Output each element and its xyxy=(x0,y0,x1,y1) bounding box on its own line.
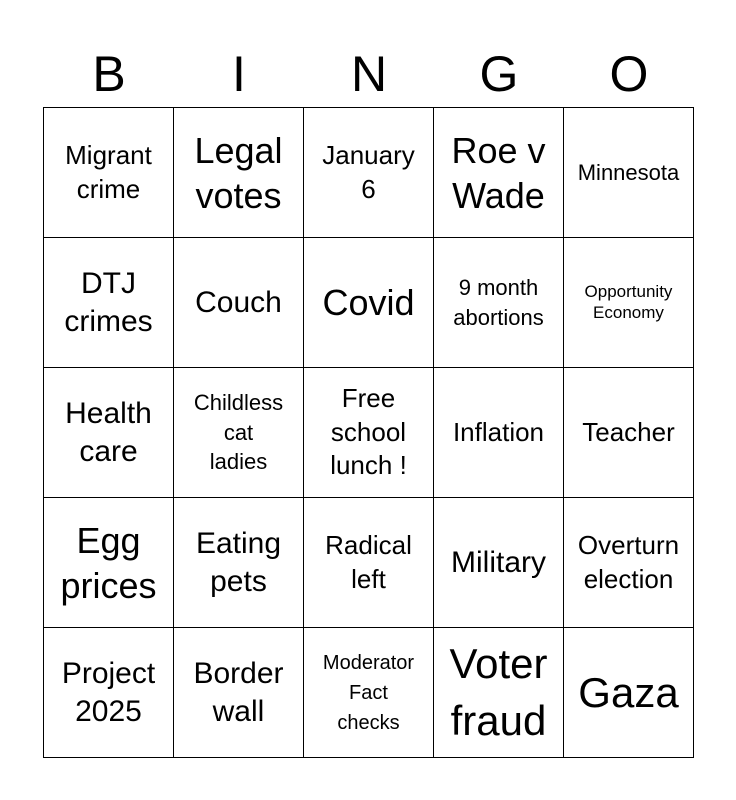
cell-text: Covid xyxy=(322,282,415,323)
cell-text: Opportunity Economy xyxy=(584,282,673,322)
bingo-cell[interactable] xyxy=(44,628,174,758)
cell-text: Roe v Wade xyxy=(451,129,546,216)
cell-text: January 6 xyxy=(322,139,415,204)
cell-text: Overturn election xyxy=(577,529,680,594)
bingo-cell[interactable] xyxy=(304,108,434,238)
bingo-cell[interactable] xyxy=(434,628,564,758)
cell-text: Eating pets xyxy=(195,527,282,598)
bingo-cell[interactable] xyxy=(434,108,564,238)
cell-text: Migrant crime xyxy=(65,139,152,204)
header-letter-n: N xyxy=(350,46,388,102)
cell-text: Moderator Fact checks xyxy=(322,651,415,734)
cell-text: Minnesota xyxy=(577,159,680,185)
bingo-cell[interactable] xyxy=(434,368,564,498)
bingo-cell[interactable] xyxy=(564,368,694,498)
cell-text: Couch xyxy=(195,285,282,319)
bingo-cell[interactable] xyxy=(304,238,434,368)
cell-text: Health care xyxy=(65,397,152,468)
cell-text: Childless cat ladies xyxy=(193,389,284,475)
bingo-cell[interactable] xyxy=(564,498,694,628)
cell-text: Voter fraud xyxy=(449,639,548,744)
cell-text: 9 month abortions xyxy=(453,274,544,330)
bingo-cell[interactable] xyxy=(174,628,304,758)
cell-text: Project 2025 xyxy=(61,657,156,728)
bingo-cell[interactable] xyxy=(564,628,694,758)
cell-text: DTJ crimes xyxy=(64,267,153,338)
bingo-cell[interactable] xyxy=(304,368,434,498)
bingo-board xyxy=(43,107,694,758)
header-letter-g: G xyxy=(479,46,519,102)
cell-text: Inflation xyxy=(452,416,545,447)
bingo-cell[interactable] xyxy=(44,108,174,238)
header-letter-i: I xyxy=(232,46,246,102)
bingo-header xyxy=(44,40,694,108)
cell-text: Border wall xyxy=(193,657,284,728)
bingo-cell[interactable] xyxy=(174,108,304,238)
bingo-cell[interactable] xyxy=(44,238,174,368)
bingo-cell[interactable] xyxy=(174,498,304,628)
cell-text: Military xyxy=(451,545,546,579)
cell-text: Legal votes xyxy=(194,129,283,216)
cell-text: Free school lunch ! xyxy=(330,382,407,481)
bingo-cell[interactable] xyxy=(434,238,564,368)
bingo-cell[interactable] xyxy=(434,498,564,628)
cell-text: Egg prices xyxy=(60,519,157,606)
cell-text: Gaza xyxy=(578,668,679,716)
bingo-cell[interactable] xyxy=(174,238,304,368)
bingo-cell[interactable] xyxy=(44,498,174,628)
header-letter-b: B xyxy=(92,46,126,102)
bingo-cell[interactable] xyxy=(304,628,434,758)
cell-text: Teacher xyxy=(582,416,675,447)
bingo-cell[interactable] xyxy=(44,368,174,498)
bingo-cell[interactable] xyxy=(564,238,694,368)
bingo-cell[interactable] xyxy=(174,368,304,498)
cell-text: Radical left xyxy=(325,529,412,594)
bingo-cell[interactable] xyxy=(564,108,694,238)
bingo-cell[interactable] xyxy=(304,498,434,628)
header-letter-o: O xyxy=(609,46,649,102)
